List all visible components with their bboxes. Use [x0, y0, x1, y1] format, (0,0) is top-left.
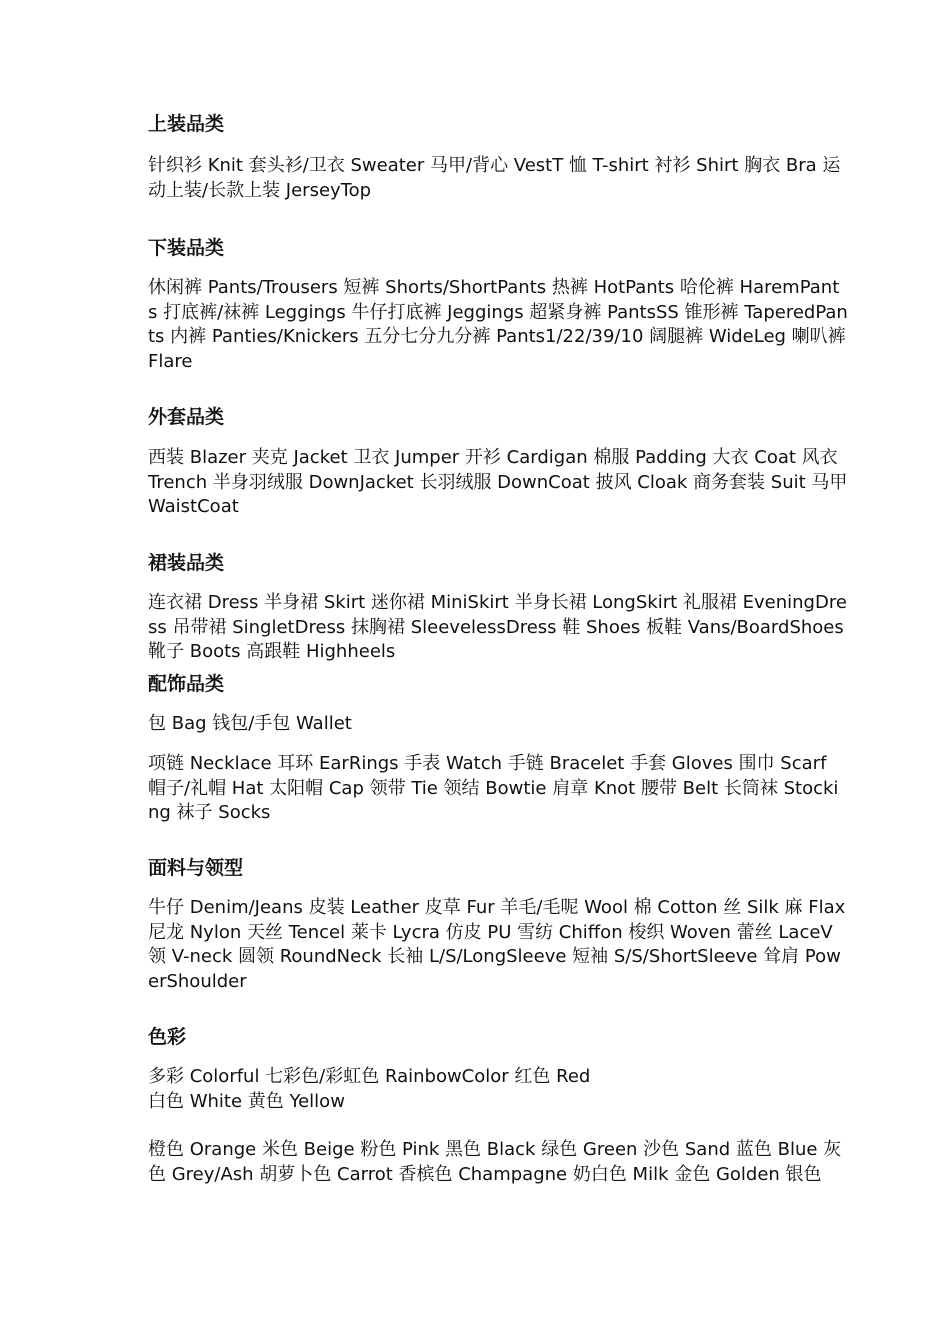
- section-text-tops: 针织衫 Knit 套头衫/卫衣 Sweater 马甲/背心 VestT 恤 T-shirt 衬衫 Shirt 胸衣 Bra 运动上装/长款上装 JerseyTop: [148, 155, 841, 201]
- section-heading-colors: 色彩: [148, 1026, 187, 1048]
- section-text-bags: 包 Bag 钱包/手包 Wallet: [148, 713, 352, 734]
- section-heading-bottoms: 下装品类: [148, 237, 225, 259]
- section-heading-tops: 上装品类: [148, 113, 225, 135]
- section-text-accessories: 项链 Necklace 耳环 EarRings 手表 Watch 手链 Bracelet 手套 Gloves 围巾 Scarf 帽子/礼帽 Hat 太阳帽 Cap 领带 Tie 领结 Bowtie 肩章 Knot 腰带 Belt 长筒袜 Stocking 袜子 Socks: [148, 753, 839, 823]
- section-text-dresses: 连衣裙 Dress 半身裙 Skirt 迷你裙 MiniSkirt 半身长裙 LongSkirt 礼服裙 EveningDress 吊带裙 SingletDress 抹胸裙 SleevelessDress 鞋 Shoes 板鞋 Vans/BoardShoes 靴子 Boots 高跟鞋 Highheels: [148, 592, 847, 662]
- section-text-bottoms: 休闲裤 Pants/Trousers 短裤 Shorts/ShortPants 热裤 HotPants 哈伦裤 HaremPants 打底裤/袜裤 Leggings 牛仔打底裤 Jeggings 超紧身裤 PantsSS 锥形裤 TaperedPants 内裤 Panties/Knickers 五分七分九分裤 Pants1/22/39/10 阔腿裤 WideLeg 喇叭裤 Flare: [148, 277, 848, 372]
- section-text-outerwear: 西装 Blazer 夹克 Jacket 卫衣 Jumper 开衫 Cardigan 棉服 Padding 大衣 Coat 风衣 Trench 半身羽绒服 DownJacket 长羽绒服 DownCoat 披风 Cloak 商务套装 Suit 马甲 WaistCoat: [148, 447, 848, 517]
- section-heading-outerwear: 外套品类: [148, 406, 225, 428]
- section-heading-accessories: 配饰品类: [148, 673, 225, 695]
- section-text-colors-2: 白色 White 黄色 Yellow: [148, 1091, 345, 1112]
- section-text-colors-1: 多彩 Colorful 七彩色/彩虹色 RainbowColor 红色 Red: [148, 1066, 591, 1087]
- section-heading-fabrics: 面料与领型: [148, 857, 244, 879]
- section-text-colors-3: 橙色 Orange 米色 Beige 粉色 Pink 黑色 Black 绿色 Green 沙色 Sand 蓝色 Blue 灰色 Grey/Ash 胡萝卜色 Carrot 香槟色 Champagne 奶白色 Milk 金色 Golden 银色: [148, 1139, 842, 1185]
- section-text-fabrics: 牛仔 Denim/Jeans 皮装 Leather 皮草 Fur 羊毛/毛呢 Wool 棉 Cotton 丝 Silk 麻 Flax 尼龙 Nylon 天丝 Tencel 莱卡 Lycra 仿皮 PU 雪纺 Chiffon 梭织 Woven 蕾丝 LaceV 领 V-neck 圆领 RoundNeck 长袖 L/S/LongSleeve 短袖 S/S/ShortSleeve 耸肩 PowerShoulder: [148, 897, 846, 992]
- section-heading-dresses: 裙装品类: [148, 552, 225, 574]
